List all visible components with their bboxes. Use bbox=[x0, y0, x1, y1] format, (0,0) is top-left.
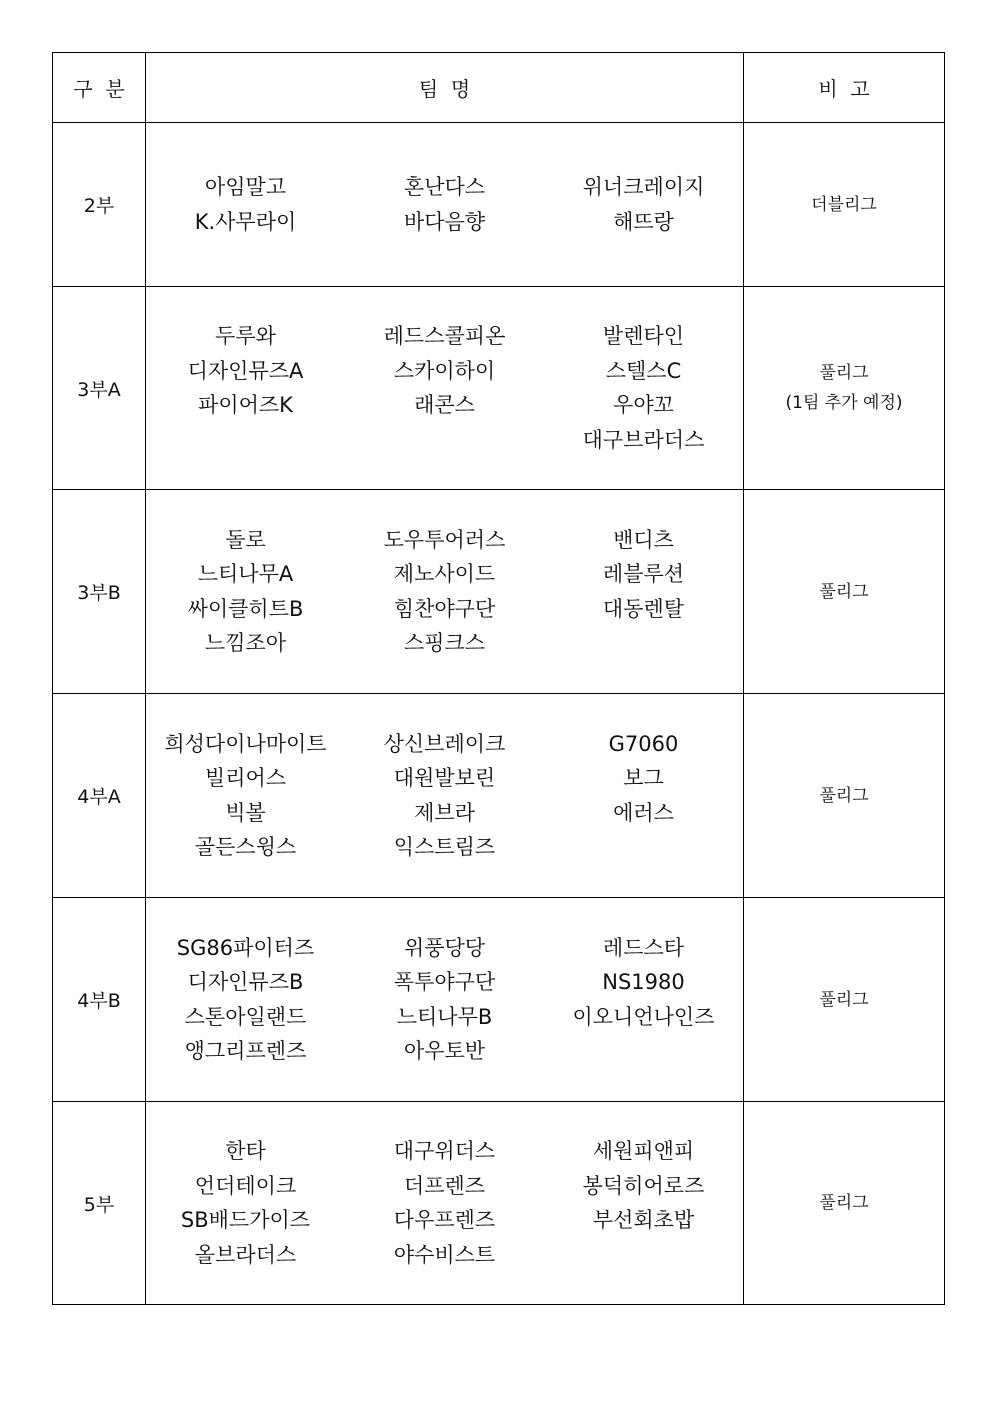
note-cell: 풀리그 bbox=[744, 898, 945, 1102]
team-name: 느티나무B bbox=[396, 1004, 493, 1029]
team-column bbox=[544, 931, 743, 1069]
team-name: 우야꼬 bbox=[613, 393, 674, 417]
team-column bbox=[146, 931, 345, 1069]
team-name: 한타 bbox=[225, 1139, 266, 1163]
team-name: SG86파이터즈 bbox=[176, 935, 315, 960]
team-name: 디자인뮤즈A bbox=[187, 358, 304, 383]
team-column bbox=[544, 727, 743, 865]
division-cell: 4부A bbox=[53, 694, 146, 898]
team-column bbox=[345, 1134, 544, 1272]
team-name: 야수비스트 bbox=[393, 1242, 496, 1267]
team-name: 세원피앤피 bbox=[592, 1139, 695, 1163]
team-name: K.사무라이 bbox=[194, 209, 297, 234]
team-column bbox=[544, 170, 743, 239]
table-row bbox=[53, 123, 945, 287]
team-name: 희성다이나마이트 bbox=[164, 731, 327, 756]
team-name: 스핑크스 bbox=[403, 631, 486, 655]
division-cell: 3부A bbox=[53, 287, 146, 490]
team-name: 힘찬야구단 bbox=[393, 596, 496, 621]
team-column bbox=[345, 319, 544, 457]
team-name: 빅볼 bbox=[225, 800, 266, 825]
division-cell: 2부 bbox=[53, 123, 146, 287]
header-division: 구 분 bbox=[53, 53, 146, 123]
team-column bbox=[345, 170, 544, 239]
team-name: 레블루션 bbox=[602, 562, 685, 586]
team-name: 도우투어러스 bbox=[383, 527, 506, 552]
team-grid bbox=[146, 699, 743, 893]
team-column bbox=[146, 1134, 345, 1272]
note-cell: 풀리그 bbox=[744, 490, 945, 694]
team-name: 상신브레이크 bbox=[383, 731, 506, 756]
team-name: 대구브라더스 bbox=[582, 427, 705, 452]
team-name: 대원발보린 bbox=[393, 766, 496, 790]
team-name: 위풍당당 bbox=[403, 935, 486, 960]
team-name: 아우토반 bbox=[403, 1039, 486, 1063]
team-column bbox=[146, 319, 345, 457]
team-name: 앵그리프렌즈 bbox=[184, 1039, 307, 1063]
table-row bbox=[53, 1102, 945, 1305]
team-name: 해뜨랑 bbox=[613, 209, 674, 234]
team-name: 다우프렌즈 bbox=[393, 1208, 496, 1232]
league-table bbox=[52, 52, 945, 1305]
team-grid bbox=[146, 495, 743, 689]
team-name: 혼난다스 bbox=[403, 175, 486, 199]
division-cell: 5부 bbox=[53, 1102, 146, 1305]
team-column bbox=[544, 1134, 743, 1272]
note-line: (1팀 추가 예정) bbox=[785, 393, 903, 413]
team-column bbox=[345, 931, 544, 1069]
team-column bbox=[345, 727, 544, 865]
team-name: 느낌조아 bbox=[204, 631, 287, 655]
team-name: NS1980 bbox=[602, 970, 685, 994]
team-name: 제브라 bbox=[414, 800, 475, 825]
division-cell: 3부B bbox=[53, 490, 146, 694]
teams-cell bbox=[146, 490, 744, 694]
table-row bbox=[53, 287, 945, 490]
team-column bbox=[146, 170, 345, 239]
team-name: 대구위더스 bbox=[393, 1139, 496, 1163]
team-name: 이오니언나인즈 bbox=[572, 1004, 715, 1029]
teams-cell bbox=[146, 287, 744, 490]
team-name: 바다음향 bbox=[403, 209, 486, 234]
team-grid bbox=[146, 142, 743, 267]
table-row bbox=[53, 898, 945, 1102]
team-name: 언더테이크 bbox=[194, 1173, 297, 1198]
team-name: 디자인뮤즈B bbox=[187, 970, 304, 994]
team-grid bbox=[146, 1106, 743, 1300]
note-cell: 더블리그 bbox=[744, 123, 945, 287]
note-cell: 풀리그 bbox=[744, 694, 945, 898]
header-note: 비 고 bbox=[744, 53, 945, 123]
team-name: 발렌타인 bbox=[602, 324, 685, 348]
note-cell: 풀리그 bbox=[744, 1102, 945, 1305]
team-name: 스카이하이 bbox=[393, 358, 496, 383]
teams-cell bbox=[146, 898, 744, 1102]
header-row bbox=[53, 53, 945, 123]
team-name: 스텔스C bbox=[605, 358, 682, 383]
team-name: 빌리어스 bbox=[204, 766, 287, 790]
team-name: 돌로 bbox=[225, 527, 266, 552]
team-name: 느티나무A bbox=[197, 562, 294, 586]
teams-cell bbox=[146, 694, 744, 898]
team-column bbox=[544, 523, 743, 661]
team-name: 레드스타 bbox=[602, 935, 685, 960]
team-name: 올브라더스 bbox=[194, 1242, 297, 1267]
team-name: 위너크레이지 bbox=[582, 175, 705, 199]
team-name: 파이어즈K bbox=[198, 393, 293, 417]
team-name: 아임말고 bbox=[204, 175, 287, 199]
team-name: 보그 bbox=[623, 766, 664, 790]
header-teams: 팀 명 bbox=[146, 53, 744, 123]
team-name: 두루와 bbox=[215, 324, 276, 348]
team-column bbox=[146, 523, 345, 661]
team-name: 에러스 bbox=[613, 800, 674, 825]
table-row bbox=[53, 490, 945, 694]
note-line: 풀리그 bbox=[819, 363, 869, 383]
team-name: 싸이클히트B bbox=[187, 596, 304, 621]
team-grid bbox=[146, 291, 743, 485]
team-column bbox=[146, 727, 345, 865]
team-name: 래콘스 bbox=[414, 393, 475, 417]
team-name: 봉덕히어로즈 bbox=[582, 1173, 705, 1198]
team-name: 폭투야구단 bbox=[393, 970, 496, 994]
team-name: 밴디츠 bbox=[613, 527, 674, 552]
note-cell bbox=[744, 287, 945, 490]
team-name: G7060 bbox=[608, 731, 679, 756]
table-body bbox=[53, 123, 945, 1305]
teams-cell bbox=[146, 123, 744, 287]
teams-cell bbox=[146, 1102, 744, 1305]
team-name: SB배드가이즈 bbox=[180, 1208, 311, 1232]
team-name: 제노사이드 bbox=[393, 562, 496, 586]
team-name: 대동렌탈 bbox=[602, 596, 685, 621]
table-row bbox=[53, 694, 945, 898]
team-name: 부선회초밥 bbox=[592, 1208, 695, 1232]
division-cell: 4부B bbox=[53, 898, 146, 1102]
team-name: 골든스윙스 bbox=[194, 835, 297, 859]
team-name: 레드스콜피온 bbox=[383, 324, 506, 348]
team-grid bbox=[146, 903, 743, 1097]
team-name: 익스트림즈 bbox=[393, 835, 496, 859]
team-name: 더프렌즈 bbox=[403, 1173, 486, 1198]
team-column bbox=[544, 319, 743, 457]
team-column bbox=[345, 523, 544, 661]
team-name: 스톤아일랜드 bbox=[184, 1004, 307, 1029]
